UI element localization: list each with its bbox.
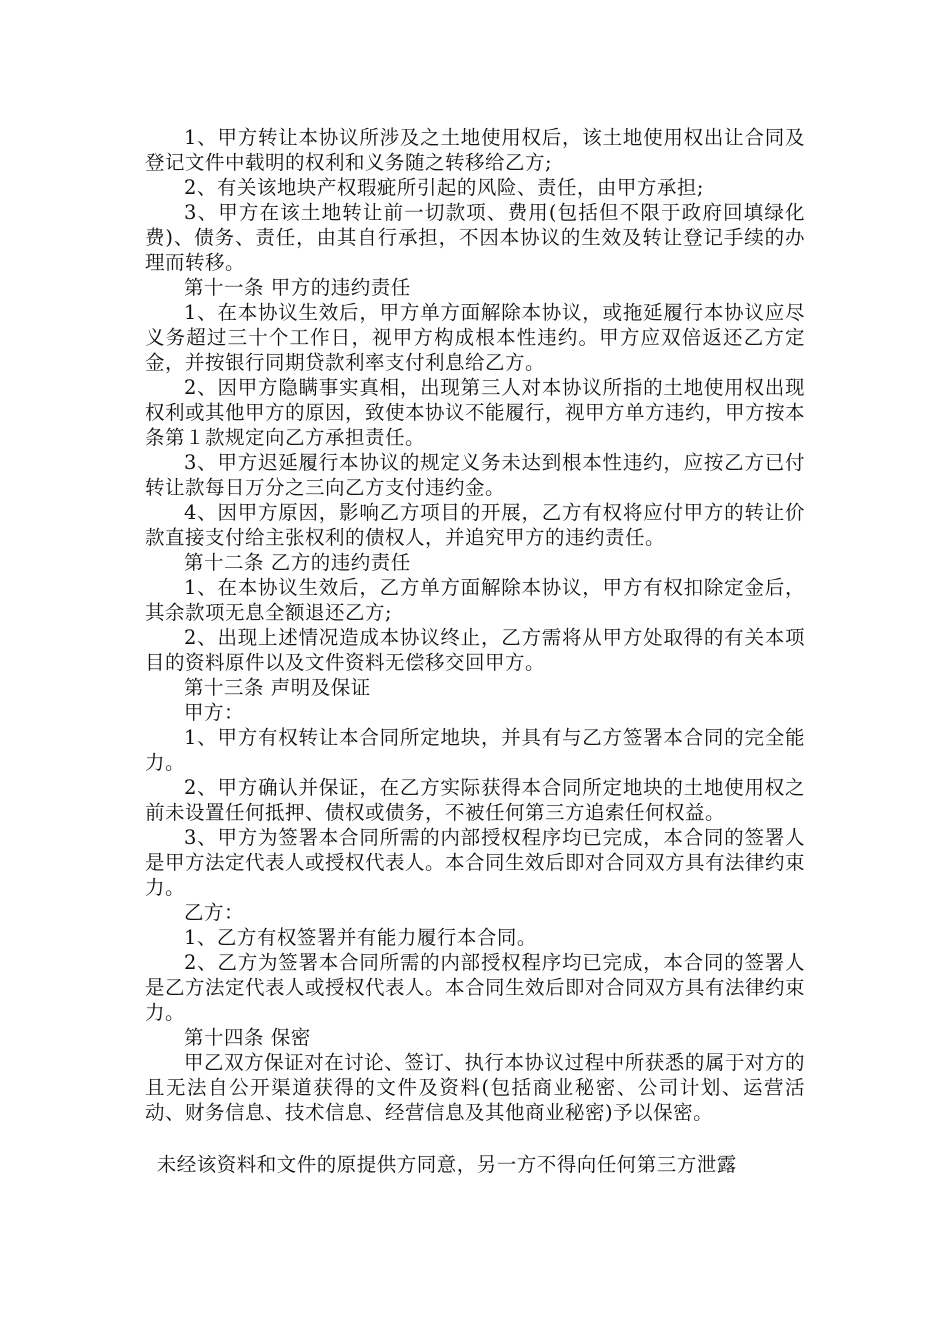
clause-12-item-1: 1、在本协议生效后，乙方单方面解除本协议，甲方有权扣除定金后，其余款项无息全额退还乙方; <box>145 576 805 624</box>
party-a-label: 甲方： <box>184 701 245 724</box>
clause-11-heading: 第十一条 甲方的违约责任 <box>184 276 411 299</box>
party-a-item-1: 1、甲方有权转让本合同所定地块，并具有与乙方签署本合同的完全能力。 <box>145 726 805 774</box>
party-a-item-2: 2、甲方确认并保证，在乙方实际获得本合同所定地块的土地使用权之前未设置任何抵押、债权或债务，不被任何第三方追索任何权益。 <box>145 776 805 824</box>
clause-14-item-1: 甲乙双方保证对在讨论、签订、执行本协议过程中所获悉的属于对方的且无法自公开渠道获得的文件及资料(包括商业秘密、公司计划、运营活动、财务信息、技术信息、经营信息及其他商业秘密)予以保密。 <box>145 1051 805 1124</box>
paragraph-gap <box>145 1125 805 1152</box>
party-b-item-1: 1、乙方有权签署并有能力履行本合同。 <box>184 926 537 949</box>
clause-11-item-4: 4、因甲方原因，影响乙方项目的开展，乙方有权将应付甲方的转让价款直接支付给主张权利的债权人，并追究甲方的违约责任。 <box>145 501 805 549</box>
clause-10-item-3: 3、甲方在该土地转让前一切款项、费用(包括但不限于政府回填绿化费)、债务、责任，由其自行承担，不因本协议的生效及转让登记手续的办理而转移。 <box>145 201 805 274</box>
clause-14-continuation: 未经该资料和文件的原提供方同意，另一方不得向任何第三方泄露 <box>156 1153 737 1176</box>
document-body <box>145 125 805 1177</box>
party-a-item-3: 3、甲方为签署本合同所需的内部授权程序均已完成，本合同的签署人是甲方法定代表人或授权代表人。本合同生效后即对合同双方具有法律约束力。 <box>145 826 806 899</box>
clause-10-item-1: 1、甲方转让本协议所涉及之土地使用权后，该土地使用权出让合同及登记文件中载明的权利和义务随之转移给乙方; <box>145 126 805 174</box>
clause-11-item-3: 3、甲方迟延履行本协议的规定义务未达到根本性违约，应按乙方已付转让款每日万分之三向乙方支付违约金。 <box>145 451 805 499</box>
party-b-label: 乙方： <box>184 901 245 924</box>
clause-12-heading: 第十二条 乙方的违约责任 <box>184 551 411 574</box>
party-b-item-2: 2、乙方为签署本合同所需的内部授权程序均已完成，本合同的签署人是乙方法定代表人或授权代表人。本合同生效后即对合同双方具有法律约束力。 <box>145 951 806 1024</box>
clause-12-item-2: 2、出现上述情况造成本协议终止，乙方需将从甲方处取得的有关本项目的资料原件以及文件资料无偿移交回甲方。 <box>145 626 805 674</box>
clause-11-item-1: 1、在本协议生效后，甲方单方面解除本协议，或拖延履行本协议应尽义务超过三十个工作日，视甲方构成根本性违约。甲方应双倍返还乙方定金，并按银行同期贷款利率支付利息给乙方。 <box>145 301 805 374</box>
clause-10-item-2: 2、有关该地块产权瑕疵所引起的风险、责任，由甲方承担; <box>184 176 704 199</box>
clause-14-heading: 第十四条 保密 <box>184 1026 311 1049</box>
clause-13-heading: 第十三条 声明及保证 <box>184 676 371 699</box>
clause-11-item-2: 2、因甲方隐瞒事实真相，出现第三人对本协议所指的土地使用权出现权利或其他甲方的原因，致使本协议不能履行，视甲方单方违约，甲方按本条第１款规定向乙方承担责任。 <box>145 376 806 449</box>
